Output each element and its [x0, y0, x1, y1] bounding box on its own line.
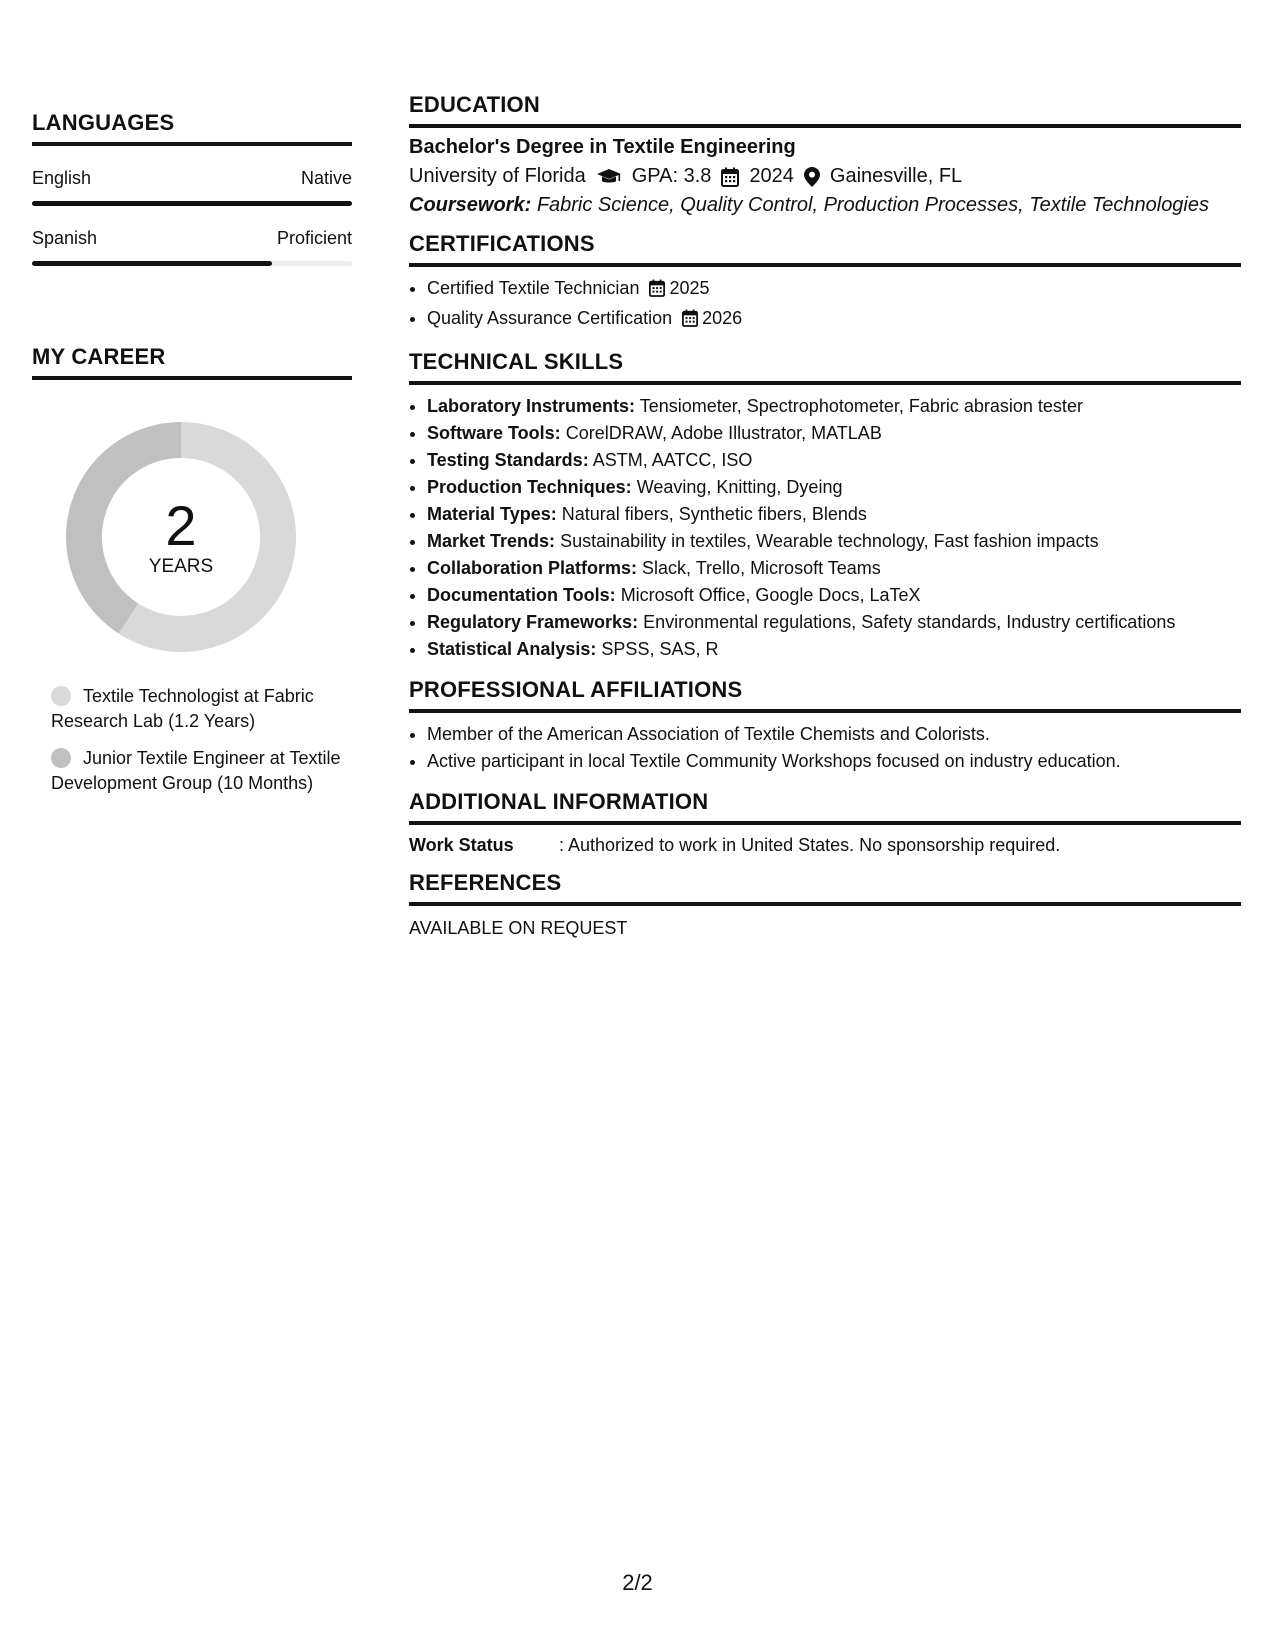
school-name: University of Florida: [409, 165, 586, 187]
work-status-label: Work Status: [409, 835, 514, 855]
right-column: [409, 92, 1241, 953]
skill-value: Sustainability in textiles, Wearable technology, Fast fashion impacts: [560, 531, 1099, 551]
language-bar: [32, 201, 352, 206]
language-bar-fill: [32, 201, 352, 206]
skill-label: Market Trends:: [427, 531, 556, 551]
additional-section: [409, 789, 1241, 856]
skill-value: Natural fibers, Synthetic fibers, Blends: [561, 504, 867, 524]
skill-label: Statistical Analysis:: [427, 639, 597, 659]
calendar-icon: [682, 308, 698, 335]
affiliations-heading: PROFESSIONAL AFFILIATIONS: [409, 677, 1241, 713]
additional-heading: ADDITIONAL INFORMATION: [409, 789, 1241, 825]
references-text: AVAILABLE ON REQUEST: [409, 918, 628, 938]
education-section: [409, 92, 1241, 217]
skill-label: Production Techniques:: [427, 477, 632, 497]
left-column: [32, 110, 352, 808]
certification-name: Certified Textile Technician: [427, 278, 640, 298]
certification-year: 2026: [702, 308, 743, 328]
skill-item: [427, 582, 1241, 609]
references-section: [409, 870, 1241, 939]
career-years-unit: YEARS: [148, 556, 214, 577]
legend-dot-icon: [51, 686, 71, 706]
career-heading: MY CAREER: [32, 344, 352, 380]
skill-item: [427, 393, 1241, 420]
career-legend: [51, 684, 352, 796]
graduation-cap-icon: [596, 168, 622, 186]
career-legend-label: Textile Technologist at Fabric Research Lab (1.2 Years): [51, 686, 314, 731]
certifications-list: [409, 275, 1241, 335]
education-heading: EDUCATION: [409, 92, 1241, 128]
skill-label: Regulatory Frameworks:: [427, 612, 639, 632]
skill-item: [427, 474, 1241, 501]
skill-item: [427, 420, 1241, 447]
page-number: 2/2: [622, 1570, 653, 1595]
skill-value: CorelDRAW, Adobe Illustrator, MATLAB: [565, 423, 882, 443]
graduation-year: 2024: [749, 165, 794, 187]
skill-value: ASTM, AATCC, ISO: [592, 450, 753, 470]
certification-year: 2025: [669, 278, 710, 298]
certification-item: [427, 275, 1241, 305]
language-row: [32, 168, 352, 189]
certification-name: Quality Assurance Certification: [427, 308, 673, 328]
gpa-value: GPA: 3.8: [631, 165, 712, 187]
legend-dot-icon: [51, 748, 71, 768]
skill-item: [427, 555, 1241, 582]
language-name: Spanish: [32, 228, 98, 248]
calendar-icon: [721, 167, 739, 187]
skills-list: [409, 393, 1241, 663]
work-status-row: [409, 835, 1241, 856]
skill-value: Tensiometer, Spectrophotometer, Fabric abrasion tester: [639, 396, 1083, 416]
language-row: [32, 228, 352, 249]
certifications-heading: CERTIFICATIONS: [409, 231, 1241, 267]
languages-heading: LANGUAGES: [32, 110, 352, 146]
degree-title: Bachelor's Degree in Textile Engineering: [409, 136, 796, 158]
skill-value: Weaving, Knitting, Dyeing: [636, 477, 843, 497]
language-bar-fill: [32, 261, 272, 266]
certification-item: [427, 305, 1241, 335]
skill-label: Documentation Tools:: [427, 585, 616, 605]
certifications-section: [409, 231, 1241, 335]
affiliation-item: • Member of the American Association of Textile Chemists and Colorists.: [427, 721, 1241, 748]
language-name: English: [32, 168, 92, 188]
skill-value: SPSS, SAS, R: [601, 639, 719, 659]
education-meta: [409, 165, 1241, 188]
skill-label: Software Tools:: [427, 423, 561, 443]
career-legend-item: [51, 746, 352, 796]
skill-value: Environmental regulations, Safety standards, Industry certifications: [643, 612, 1176, 632]
career-legend-item: [51, 684, 352, 734]
affiliations-section: [409, 677, 1241, 775]
skills-section: [409, 349, 1241, 663]
skills-heading: TECHNICAL SKILLS: [409, 349, 1241, 385]
skill-item: [427, 528, 1241, 555]
skill-label: Testing Standards:: [427, 450, 589, 470]
skill-label: Material Types:: [427, 504, 557, 524]
coursework-value: Fabric Science, Quality Control, Production Processes, Textile Technologies: [536, 194, 1209, 216]
language-level: Native: [300, 168, 352, 188]
skill-item: [427, 636, 1241, 663]
languages-list: [32, 168, 352, 266]
affiliation-item: • Active participant in local Textile Community Workshops focused on industry education.: [427, 748, 1241, 775]
career-donut-chart: [66, 422, 296, 652]
coursework: [409, 194, 1241, 217]
career-legend-label: Junior Textile Engineer at Textile Development Group (10 Months): [51, 748, 341, 793]
calendar-icon: [649, 278, 665, 305]
skill-value: Microsoft Office, Google Docs, LaTeX: [620, 585, 921, 605]
map-pin-icon: [804, 167, 820, 187]
school-location: Gainesville, FL: [829, 165, 963, 187]
references-heading: REFERENCES: [409, 870, 1241, 906]
affiliations-list: [409, 721, 1241, 775]
work-status-value: : Authorized to work in United States. No sponsorship required.: [559, 835, 1061, 855]
skill-label: Collaboration Platforms:: [427, 558, 638, 578]
career-years-value: 2: [165, 494, 197, 557]
skill-item: [427, 447, 1241, 474]
skill-item: [427, 609, 1241, 636]
skill-label: Laboratory Instruments:: [427, 396, 636, 416]
skill-item: [427, 501, 1241, 528]
donut-center: [66, 422, 296, 652]
language-bar: [32, 261, 352, 266]
skill-value: Slack, Trello, Microsoft Teams: [642, 558, 881, 578]
language-level: Proficient: [276, 228, 352, 248]
coursework-label: Coursework:: [409, 194, 532, 216]
